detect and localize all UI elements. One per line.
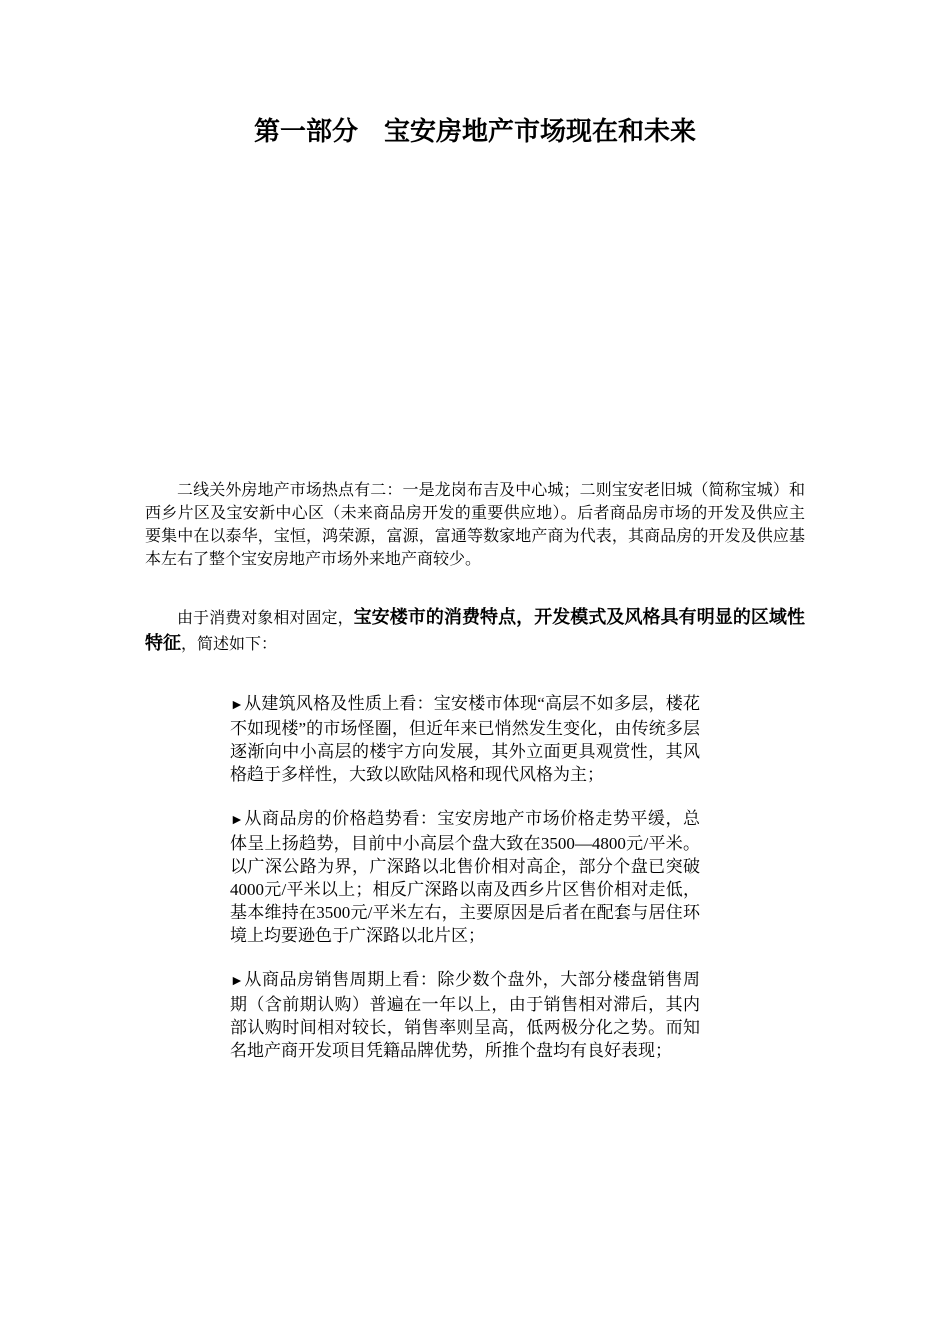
bullet-arrow-icon: ► — [230, 813, 244, 828]
page-title: 第一部分 宝安房地产市场现在和未来 — [253, 117, 696, 147]
bullet-list — [230, 692, 700, 1083]
bullet-item-price — [230, 807, 700, 947]
summary-tail: ，简述如下： — [181, 634, 278, 653]
bullet-text: 从建筑风格及性质上看：宝安楼市体现“高层不如多层，楼花不如现楼”的市场怪圈，但近年来已悄然发生变化，由传统多层逐渐向中小高层的楼宇方向发展，其外立面更具观赏性，其风格趋于多样性，大致以欧陆风格和现代风格为主； — [230, 694, 700, 784]
bullet-item-architecture — [230, 692, 700, 786]
bullet-arrow-icon: ► — [230, 698, 244, 713]
summary-lead: 由于消费对象相对固定， — [177, 608, 354, 627]
intro-paragraph: 二线关外房地产市场热点有二：一是龙岗布吉及中心城；二则宝安老旧城（简称宝城）和西乡片区及宝安新中心区（未来商品房开发的重要供应地）。后者商品房市场的开发及供应主要集中在以泰华，宝恒，鸿荣源，富源，富通等数家地产商为代表，其商品房的开发及供应基本左右了整个宝安房地产市场外来地产商较少。 — [145, 480, 805, 568]
bullet-item-sales-cycle — [230, 968, 700, 1062]
bullet-text: 从商品房的价格趋势看：宝安房地产市场价格走势平缓，总体呈上扬趋势，目前中小高层个盘大致在3500—4800元/平米。以广深公路为界，广深路以北售价相对高企，部分个盘已突破4000元/平米以上；相反广深路以南及西乡片区售价相对走低，基本维持在3500元/平米左右，主要原因是后者在配套与居住环境上均要逊色于广深路以北片区； — [230, 809, 700, 945]
summary-paragraph — [145, 605, 805, 657]
bullet-arrow-icon: ► — [230, 974, 244, 989]
bullet-text: 从商品房销售周期上看：除少数个盘外，大部分楼盘销售周期（含前期认购）普遍在一年以上，由于销售相对滞后，其内部认购时间相对较长，销售率则呈高，低两极分化之势。而知名地产商开发项目凭籍品牌优势，所推个盘均有良好表现； — [230, 970, 700, 1060]
summary-emphasis: 宝安楼市的消费特点，开发模式及风格具有明显的区域性特征 — [145, 607, 805, 654]
